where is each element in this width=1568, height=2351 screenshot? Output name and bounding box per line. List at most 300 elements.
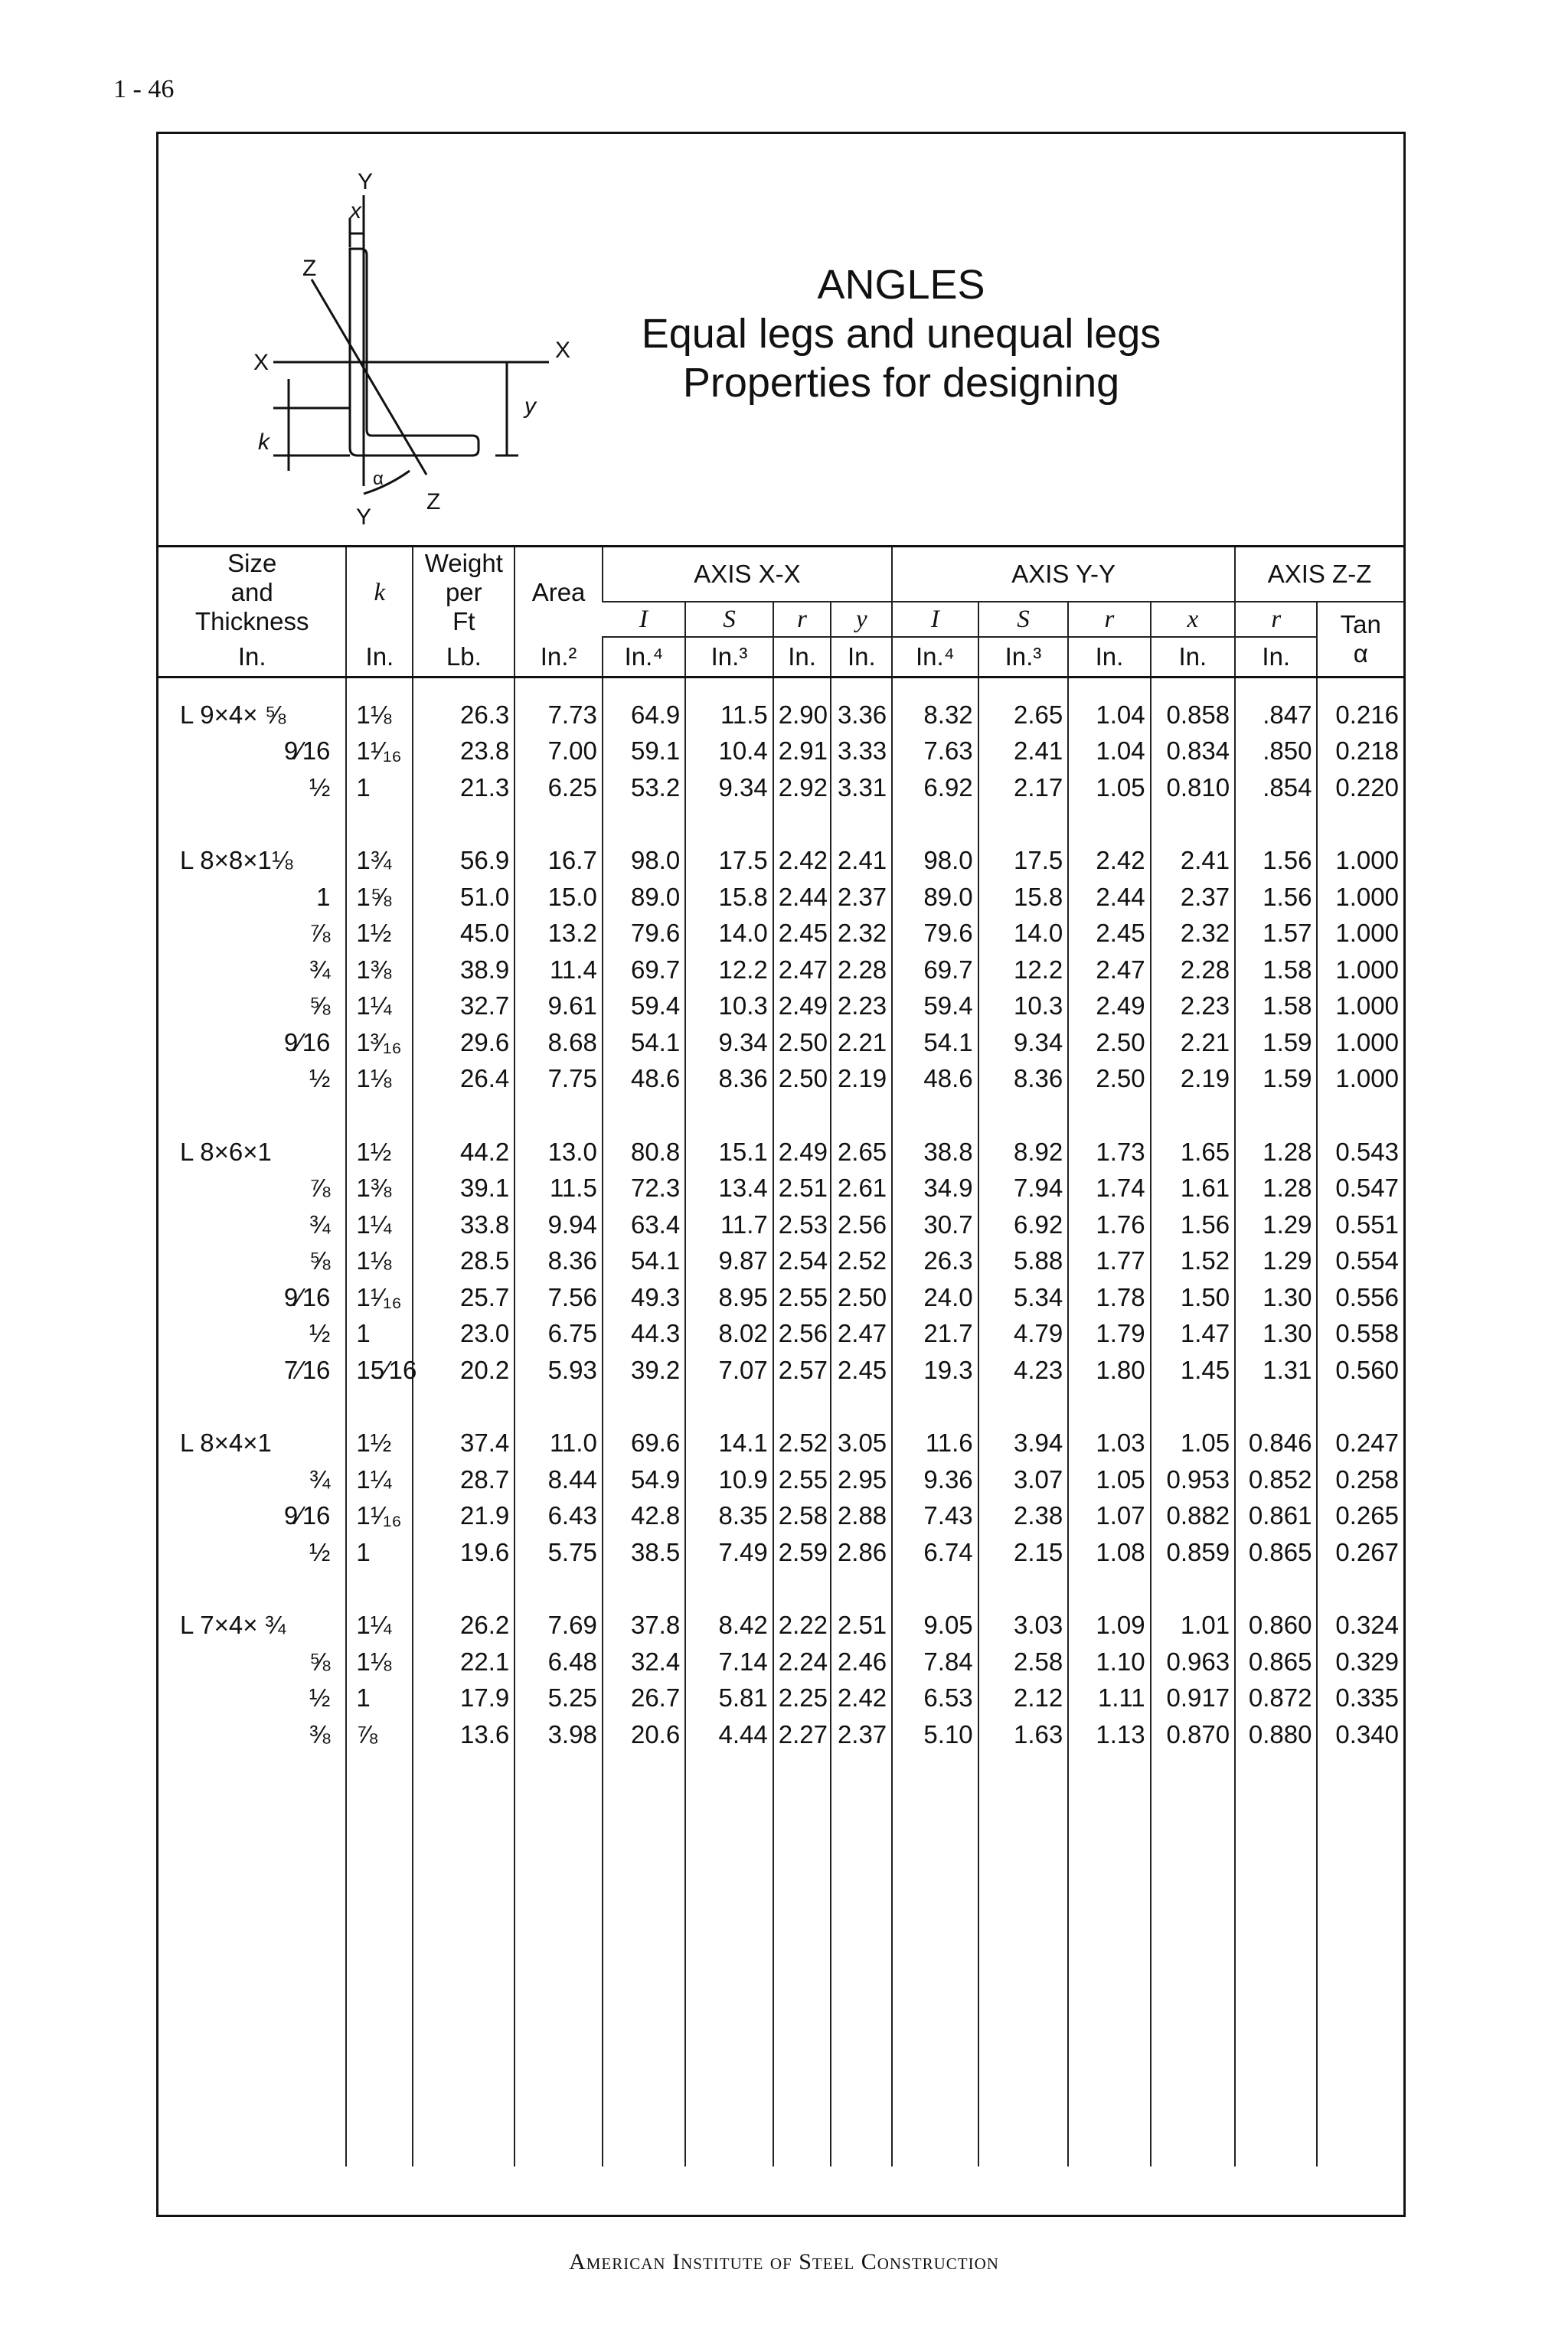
sym-y-xx: y (831, 602, 892, 637)
table-cell: 8.36 (978, 1061, 1069, 1098)
table-cell: 8.44 (514, 1461, 603, 1498)
table-cell: 9⁄16 (283, 1501, 331, 1530)
table-cell: 34.9 (892, 1171, 978, 1207)
table-cell: 0.917 (1151, 1680, 1235, 1717)
table-cell: 6.74 (892, 1534, 978, 1571)
table-cell: 1.29 (1235, 1207, 1317, 1243)
table-cell: 9⁄16 (283, 736, 331, 766)
table-cell: 9.34 (685, 769, 773, 806)
table-cell: 0.858 (1151, 678, 1235, 733)
table-cell: 5.75 (514, 1534, 603, 1571)
diagram-label-Z-top: Z (302, 256, 317, 281)
table-row (158, 1024, 1403, 1061)
table-cell: 3.98 (514, 1716, 603, 1753)
sym-S-yy: S (978, 602, 1069, 637)
publisher-footer: American Institute of Steel Construction (569, 2249, 999, 2274)
table-cell: 7.73 (514, 678, 603, 733)
table-cell: 6.25 (514, 769, 603, 806)
table-cell: 10.3 (685, 988, 773, 1025)
table-cell: ½ (309, 1683, 331, 1713)
title-main: ANGLES (817, 262, 985, 308)
angle-properties-table (158, 547, 1403, 2167)
table-cell: 1½ (346, 1134, 413, 1171)
col-k-header: k (346, 547, 413, 637)
table-cell: 98.0 (892, 843, 978, 880)
sym-x-yy: x (1151, 602, 1235, 637)
table-cell: 54.1 (892, 1024, 978, 1061)
table-cell: 6.75 (514, 1316, 603, 1353)
table-cell: 1.000 (1317, 843, 1403, 880)
table-cell: ½ (309, 1537, 331, 1566)
unit-y-xx: In. (831, 637, 892, 678)
table-cell: 48.6 (892, 1061, 978, 1098)
table-cell: 6.92 (978, 1207, 1069, 1243)
table-cell: 0.870 (1151, 1716, 1235, 1753)
table-cell: 1.77 (1068, 1243, 1150, 1280)
table-cell: 9.94 (514, 1207, 603, 1243)
table-cell: 45.0 (413, 916, 514, 952)
table-cell: 5.34 (978, 1279, 1069, 1316)
table-cell: 13.4 (685, 1171, 773, 1207)
table-cell: 3.33 (831, 733, 892, 770)
col-area-header: Area (514, 547, 603, 637)
table-cell: 2.58 (773, 1498, 831, 1535)
table-cell: 2.50 (831, 1279, 892, 1316)
table-cell: 7.56 (514, 1279, 603, 1316)
table-cell: 1.13 (1068, 1716, 1150, 1753)
table-cell: 1¹⁄₁₆ (346, 1279, 413, 1316)
table-cell: 2.41 (1151, 843, 1235, 880)
table-cell: 0.810 (1151, 769, 1235, 806)
table-cell: 1.000 (1317, 879, 1403, 916)
table-cell: 6.53 (892, 1680, 978, 1717)
table-cell: 1.58 (1235, 988, 1317, 1025)
table-cell: 2.28 (1151, 952, 1235, 988)
table-cell: 2.22 (773, 1608, 831, 1644)
table-cell: 1.74 (1068, 1171, 1150, 1207)
table-cell: 1.04 (1068, 678, 1150, 733)
table-cell: 1.04 (1068, 733, 1150, 770)
table-cell: 1.50 (1151, 1279, 1235, 1316)
table-cell: 6.92 (892, 769, 978, 806)
table-cell: 59.4 (892, 988, 978, 1025)
table-cell: 8.95 (685, 1279, 773, 1316)
table-cell: 39.2 (603, 1352, 685, 1389)
table-cell: 15.1 (685, 1134, 773, 1171)
table-cell: 0.218 (1317, 733, 1403, 770)
table-cell: 2.50 (773, 1024, 831, 1061)
table-cell: 1⅛ (346, 1644, 413, 1680)
table-cell: 2.56 (773, 1316, 831, 1353)
table-cell: 2.12 (978, 1680, 1069, 1717)
table-body (158, 678, 1403, 2167)
table-cell: 59.1 (603, 733, 685, 770)
table-cell: 2.15 (978, 1534, 1069, 1571)
table-cell: 17.9 (413, 1680, 514, 1717)
table-cell: 24.0 (892, 1279, 978, 1316)
table-cell: 59.4 (603, 988, 685, 1025)
table-cell: 49.3 (603, 1279, 685, 1316)
table-cell: L 8×6×1 (180, 1137, 272, 1166)
table-cell: 2.65 (978, 678, 1069, 733)
table-cell: 9.36 (892, 1461, 978, 1498)
table-cell: 2.88 (831, 1498, 892, 1535)
table-cell: 3.94 (978, 1425, 1069, 1462)
table-cell: 2.42 (831, 1680, 892, 1717)
table-row (158, 988, 1403, 1025)
table-cell: 15.8 (685, 879, 773, 916)
table-cell: 2.23 (831, 988, 892, 1025)
table-cell: 2.32 (1151, 916, 1235, 952)
table-cell: 2.53 (773, 1207, 831, 1243)
table-cell: 0.556 (1317, 1279, 1403, 1316)
table-cell: 13.0 (514, 1134, 603, 1171)
table-cell: 38.9 (413, 952, 514, 988)
table-cell: 12.2 (685, 952, 773, 988)
table-cell: 0.859 (1151, 1534, 1235, 1571)
table-cell: 6.48 (514, 1644, 603, 1680)
table-cell: 0.872 (1235, 1680, 1317, 1717)
table-cell: 8.02 (685, 1316, 773, 1353)
table-cell: 0.324 (1317, 1608, 1403, 1644)
axis-zz-header: AXIS Z-Z (1235, 547, 1403, 602)
table-cell: 72.3 (603, 1171, 685, 1207)
table-cell: 21.3 (413, 769, 514, 806)
table-cell: 42.8 (603, 1498, 685, 1535)
table-cell: 23.8 (413, 733, 514, 770)
table-cell: 69.7 (892, 952, 978, 988)
table-cell: 98.0 (603, 843, 685, 880)
table-cell: 9⁄16 (283, 1027, 331, 1056)
table-cell: 1.03 (1068, 1425, 1150, 1462)
table-cell: 4.44 (685, 1716, 773, 1753)
table-cell: 10.9 (685, 1461, 773, 1498)
table-cell: 0.558 (1317, 1316, 1403, 1353)
table-cell: 2.47 (773, 952, 831, 988)
table-cell: 0.860 (1235, 1608, 1317, 1644)
table-row (158, 916, 1403, 952)
sym-r-zz: r (1235, 602, 1317, 637)
table-cell: 20.6 (603, 1716, 685, 1753)
table-cell: 9.34 (978, 1024, 1069, 1061)
table-cell: 11.5 (685, 678, 773, 733)
table-cell: 0.335 (1317, 1680, 1403, 1717)
table-cell: 14.1 (685, 1425, 773, 1462)
table-row (158, 1608, 1403, 1644)
table-row (158, 1134, 1403, 1171)
table-cell: 5.81 (685, 1680, 773, 1717)
table-cell: 0.560 (1317, 1352, 1403, 1389)
table-cell: 44.3 (603, 1316, 685, 1353)
table-cell: 0.267 (1317, 1534, 1403, 1571)
table-cell: 89.0 (603, 879, 685, 916)
table-cell: 9⁄16 (283, 1282, 331, 1311)
table-cell: 0.216 (1317, 678, 1403, 733)
table-cell: 1½ (346, 916, 413, 952)
table-cell: 1.30 (1235, 1279, 1317, 1316)
sym-I-xx: I (603, 602, 685, 637)
table-cell: 1.30 (1235, 1316, 1317, 1353)
table-cell: 80.8 (603, 1134, 685, 1171)
table-row (158, 952, 1403, 988)
table-row (158, 879, 1403, 916)
table-cell: 5.10 (892, 1716, 978, 1753)
table-cell: 2.41 (831, 843, 892, 880)
table-cell: 1.80 (1068, 1352, 1150, 1389)
table-cell: 0.880 (1235, 1716, 1317, 1753)
table-cell: 1³⁄₁₆ (346, 1024, 413, 1061)
table-cell: 26.4 (413, 1061, 514, 1098)
table-row (158, 1680, 1403, 1717)
table-cell: 1.61 (1151, 1171, 1235, 1207)
table-cell: 2.37 (831, 879, 892, 916)
table-cell: 2.50 (773, 1061, 831, 1098)
table-cell: 13.6 (413, 1716, 514, 1753)
table-cell: 11.4 (514, 952, 603, 988)
page-number: 1 - 46 (113, 75, 175, 103)
table-cell: 1.28 (1235, 1134, 1317, 1171)
table-cell: 0.834 (1151, 733, 1235, 770)
table-cell: 2.46 (831, 1644, 892, 1680)
table-cell: 1.000 (1317, 916, 1403, 952)
table-cell: 38.8 (892, 1134, 978, 1171)
table-cell: 0.963 (1151, 1644, 1235, 1680)
title-block (557, 260, 1246, 407)
table-cell: 1.07 (1068, 1498, 1150, 1535)
table-cell: 54.1 (603, 1243, 685, 1280)
table-cell: 1.63 (978, 1716, 1069, 1753)
table-cell: 1.000 (1317, 1024, 1403, 1061)
table-cell: 1.08 (1068, 1534, 1150, 1571)
unit-r-xx: In. (773, 637, 831, 678)
table-cell: 0.220 (1317, 769, 1403, 806)
table-cell: 37.8 (603, 1608, 685, 1644)
table-cell: 8.68 (514, 1024, 603, 1061)
diagram-label-x-small: x (350, 198, 361, 224)
table-cell: 8.92 (978, 1134, 1069, 1171)
table-cell: 1.58 (1235, 952, 1317, 988)
unit-S-xx: In.³ (685, 637, 773, 678)
table-cell: 26.7 (603, 1680, 685, 1717)
table-cell: 11.5 (514, 1171, 603, 1207)
table-row (158, 769, 1403, 806)
table-cell: 0.861 (1235, 1498, 1317, 1535)
table-cell: 19.3 (892, 1352, 978, 1389)
table-cell: .847 (1235, 678, 1317, 733)
unit-x-yy: In. (1151, 637, 1235, 678)
table-cell: 7.63 (892, 733, 978, 770)
table-cell: 32.7 (413, 988, 514, 1025)
table-cell: 10.4 (685, 733, 773, 770)
table-cell: 39.1 (413, 1171, 514, 1207)
table-cell: 25.7 (413, 1279, 514, 1316)
table-cell: 1.11 (1068, 1680, 1150, 1717)
table-cell: 1.05 (1068, 1461, 1150, 1498)
sym-S-xx: S (685, 602, 773, 637)
table-row (158, 1534, 1403, 1571)
table-row (158, 1425, 1403, 1462)
table-cell: 1.76 (1068, 1207, 1150, 1243)
table-cell: 1 (346, 769, 413, 806)
table-cell: 7.84 (892, 1644, 978, 1680)
table-cell: 2.45 (831, 1352, 892, 1389)
unit-size: In. (158, 637, 346, 678)
table-cell: 2.50 (1068, 1061, 1150, 1098)
table-cell: 15.0 (514, 879, 603, 916)
table-cell: 1.28 (1235, 1171, 1317, 1207)
table-cell: 2.49 (773, 1134, 831, 1171)
table-row (158, 843, 1403, 880)
table-cell: 0.554 (1317, 1243, 1403, 1280)
table-cell: 54.1 (603, 1024, 685, 1061)
table-cell: 33.8 (413, 1207, 514, 1243)
title-description: Properties for designing (682, 360, 1120, 406)
table-cell: 44.2 (413, 1134, 514, 1171)
table-cell: 9.34 (685, 1024, 773, 1061)
table-cell: ¾ (309, 1210, 331, 1239)
table-cell: 79.6 (892, 916, 978, 952)
table-cell: 2.57 (773, 1352, 831, 1389)
table-cell: 1¼ (346, 1608, 413, 1644)
diagram-label-y-small: y (524, 393, 536, 419)
table-cell: 1.57 (1235, 916, 1317, 952)
table-cell: 7.00 (514, 733, 603, 770)
table-cell: 1⅛ (346, 1243, 413, 1280)
table-row (158, 1171, 1403, 1207)
table-cell: 1⅝ (346, 879, 413, 916)
table-cell: 1 (346, 1680, 413, 1717)
group-spacer (158, 806, 1403, 843)
unit-area: In.² (514, 637, 603, 678)
table-cell: 1.45 (1151, 1352, 1235, 1389)
table-cell: 2.41 (978, 733, 1069, 770)
table-row (158, 678, 1403, 733)
table-cell: 2.37 (831, 1716, 892, 1753)
table-cell: 2.44 (1068, 879, 1150, 916)
table-row (158, 1061, 1403, 1098)
table-cell: 32.4 (603, 1644, 685, 1680)
table-cell: ¾ (309, 955, 331, 984)
table-cell: 1⅜ (346, 952, 413, 988)
table-cell: 11.7 (685, 1207, 773, 1243)
table-cell: 6.43 (514, 1498, 603, 1535)
table-cell: 0.551 (1317, 1207, 1403, 1243)
table-cell: 23.0 (413, 1316, 514, 1353)
table-cell: 37.4 (413, 1425, 514, 1462)
table-cell: 28.7 (413, 1461, 514, 1498)
table-cell: 3.07 (978, 1461, 1069, 1498)
sym-r-yy: r (1068, 602, 1150, 637)
table-cell: 69.6 (603, 1425, 685, 1462)
table-cell: 1.65 (1151, 1134, 1235, 1171)
table-cell: 3.05 (831, 1425, 892, 1462)
table-cell: 7⁄16 (283, 1355, 331, 1384)
unit-k: In. (346, 637, 413, 678)
table-row (158, 1644, 1403, 1680)
table-cell: 2.19 (1151, 1061, 1235, 1098)
table-cell: 5.93 (514, 1352, 603, 1389)
table-cell: 2.25 (773, 1680, 831, 1717)
table-cell: 2.47 (1068, 952, 1150, 988)
tan-alpha-header: Tan α (1317, 602, 1403, 678)
table-cell: 1.31 (1235, 1352, 1317, 1389)
table-cell: 1.05 (1068, 769, 1150, 806)
table-cell: 0.547 (1317, 1171, 1403, 1207)
table-cell: 3.03 (978, 1608, 1069, 1644)
unit-I-yy: In.⁴ (892, 637, 978, 678)
table-cell: 0.953 (1151, 1461, 1235, 1498)
table-cell: 1.79 (1068, 1316, 1150, 1353)
table-cell: 15⁄16 (346, 1352, 413, 1389)
table-cell: 1½ (346, 1425, 413, 1462)
table-cell: ⅝ (309, 1246, 331, 1275)
table-cell: 11.6 (892, 1425, 978, 1462)
table-cell: 1.01 (1151, 1608, 1235, 1644)
table-row (158, 1716, 1403, 1753)
table-cell: 2.27 (773, 1716, 831, 1753)
table-cell: 89.0 (892, 879, 978, 916)
table-cell: 14.0 (978, 916, 1069, 952)
table-cell: 2.92 (773, 769, 831, 806)
table-cell: 0.865 (1235, 1534, 1317, 1571)
unit-I-xx: In.⁴ (603, 637, 685, 678)
table-cell: 1¼ (346, 1207, 413, 1243)
table-cell: 21.9 (413, 1498, 514, 1535)
table-cell: 26.3 (413, 678, 514, 733)
table-cell: ⅞ (346, 1716, 413, 1753)
table-cell: 1.52 (1151, 1243, 1235, 1280)
table-cell: 2.65 (831, 1134, 892, 1171)
table-cell: 29.6 (413, 1024, 514, 1061)
table-cell: 1.05 (1151, 1425, 1235, 1462)
table-cell: 7.49 (685, 1534, 773, 1571)
table-cell: ⅞ (309, 919, 331, 948)
table-cell: 21.7 (892, 1316, 978, 1353)
sym-r-xx: r (773, 602, 831, 637)
table-cell: 0.543 (1317, 1134, 1403, 1171)
table-row (158, 1279, 1403, 1316)
table-cell: ⅜ (309, 1719, 331, 1749)
table-cell: .854 (1235, 769, 1317, 806)
table-cell: L 8×4×1 (180, 1429, 272, 1458)
table-cell: 0.258 (1317, 1461, 1403, 1498)
table-cell: ½ (309, 1064, 331, 1093)
table-cell: 20.2 (413, 1352, 514, 1389)
diagram-label-X-right: X (555, 338, 571, 363)
table-cell: 2.56 (831, 1207, 892, 1243)
table-cell: 0.265 (1317, 1498, 1403, 1535)
diagram-label-Z-bottom: Z (426, 489, 441, 514)
table-cell: L 8×8×1⅛ (180, 846, 293, 875)
diagram-label-X-left: X (253, 350, 270, 375)
table-cell: 1¹⁄₁₆ (346, 733, 413, 770)
table-cell: 2.61 (831, 1171, 892, 1207)
table-cell: 13.2 (514, 916, 603, 952)
table-cell: 7.07 (685, 1352, 773, 1389)
table-row (158, 1207, 1403, 1243)
table-cell: 26.3 (892, 1243, 978, 1280)
table-cell: 1 (346, 1316, 413, 1353)
table-cell: 7.69 (514, 1608, 603, 1644)
table-empty-space (158, 1753, 1403, 2167)
table-cell: 16.7 (514, 843, 603, 880)
table-cell: 17.5 (978, 843, 1069, 880)
table-cell: 4.79 (978, 1316, 1069, 1353)
table-cell: 79.6 (603, 916, 685, 952)
table-cell: ⅝ (309, 1647, 331, 1676)
table-cell: 2.44 (773, 879, 831, 916)
table-cell: 4.23 (978, 1352, 1069, 1389)
